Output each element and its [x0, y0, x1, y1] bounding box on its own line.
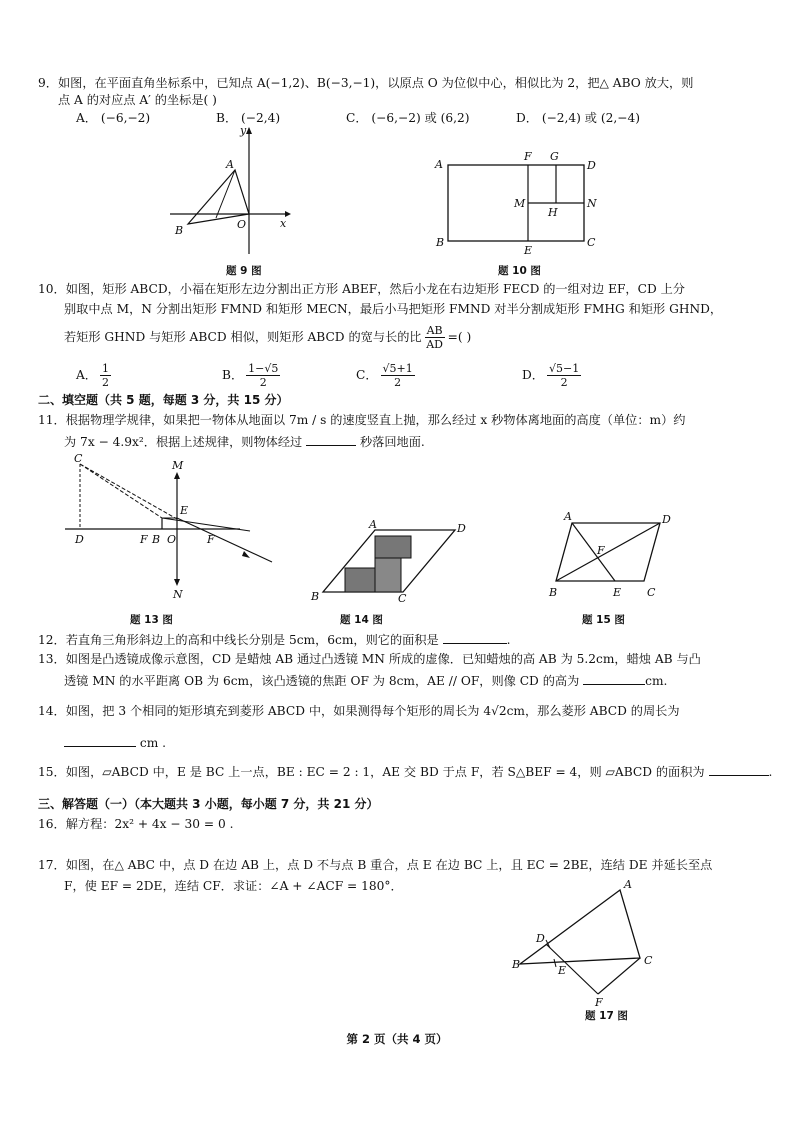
q9-line1: 9．如图，在平面直角坐标系中，已知点 A(−1,2)、B(−3,−1)，以原点 O 为位似中心，相似比为 2，把△ ABO 放大，则: [38, 76, 694, 90]
q13-line1: 13．如图是凸透镜成像示意图，CD 是蜡烛 AB 通过凸透镜 MN 所成的虚像．已知蜡烛的高 AB 为 5.2cm，蜡烛 AB 与凸: [38, 652, 701, 666]
segment-cf: [598, 958, 640, 994]
label-b: B: [549, 586, 558, 599]
q9-line2: 点 A 的对应点 A′ 的坐标是( ): [58, 93, 217, 107]
label-f: F: [524, 150, 532, 163]
q10-option-c: C． $\frac{√5+1}{2}$: [356, 362, 413, 389]
q10-line3: [64, 324, 471, 351]
label-n: N: [587, 197, 597, 210]
answer-blank: [709, 764, 769, 776]
segment-df: [546, 944, 598, 994]
q9-option-d: D． (−2,4) 或 (2,−4): [516, 111, 640, 125]
label-d: D: [662, 513, 671, 526]
figure-15-caption: 题 15 图: [582, 614, 625, 626]
section-2-title: 二、填空题（共 5 题，每题 3 分，共 15 分）: [38, 393, 289, 407]
label-b: B: [512, 958, 521, 971]
label-c: C: [587, 236, 596, 249]
label-b: B: [152, 533, 161, 546]
label-g: G: [550, 150, 559, 163]
dashed-ray-2: [80, 464, 162, 518]
label-b: B: [175, 224, 184, 237]
label-m: M: [172, 459, 184, 472]
label-h: H: [548, 206, 558, 219]
q11-line1: 11．根据物理学规律，如果把一物体从地面以 7m / s 的速度竖直上抛，那么经过 x 秒物体离地面的高度（单位：m）约: [38, 413, 686, 427]
answer-blank: [583, 673, 645, 685]
label-d: D: [75, 533, 84, 546]
label-d: D: [457, 522, 466, 535]
label-a: A: [369, 518, 377, 531]
q11-line2: 为 7x − 4.9x²．根据上述规律，则物体经过 秒落回地面.: [64, 435, 425, 449]
label-c: C: [398, 592, 407, 605]
triangle-abc: [520, 890, 640, 964]
q10-option-d: D． $\frac{√5-1}{2}$: [522, 362, 580, 389]
page-footer: 第 2 页（共 4 页）: [346, 1032, 448, 1046]
label-e: E: [524, 244, 533, 257]
label-d: D: [587, 159, 596, 172]
label-o: O: [167, 533, 177, 546]
label-b: B: [311, 590, 320, 603]
figure-14: [305, 520, 480, 606]
figure-9: [160, 122, 300, 262]
label-c: C: [647, 586, 656, 599]
figure-9-caption: 题 9 图: [226, 265, 262, 277]
label-c: C: [74, 452, 83, 465]
refracted-ray: [177, 518, 272, 562]
q10-line3-tail: =( ): [447, 330, 472, 344]
rectangle-2: [375, 558, 401, 592]
q10-line3-text: 若矩形 GHND 与矩形 ABCD 相似，则矩形 ABCD 的宽与长的比: [64, 330, 422, 344]
q10-ratio-fraction: $\frac{AB}{AD}$: [426, 324, 443, 351]
q9-option-a: A． (−6,−2): [76, 111, 151, 125]
label-d: D: [536, 932, 545, 945]
dashed-ray-1: [80, 464, 177, 519]
q15-text: 15．如图，▱ABCD 中，E 是 BC 上一点，BE : EC = 2 : 1，AE 交 BD 于点 F，若 S△BEF = 4，则 ▱ABCD 的面积为 .: [38, 765, 773, 779]
answer-blank: [64, 735, 136, 747]
label-a: A: [624, 878, 632, 891]
q9-option-b: B． (−2,4): [216, 111, 281, 125]
segment-a-b: [216, 170, 235, 218]
label-f: F: [597, 544, 605, 557]
q14-line1: 14．如图，把 3 个相同的矩形填充到菱形 ABCD 中，如果测得每个矩形的周长为 4√2cm，那么菱形 ABCD 的周长为: [38, 704, 680, 718]
label-f-left: F: [140, 533, 148, 546]
figure-10: [430, 148, 610, 260]
rectangle-3: [345, 568, 375, 592]
q17-line1: 17．如图，在△ ABC 中，点 D 在边 AB 上，点 D 不与点 B 重合，点 E 在边 BC 上，且 EC = 2BE，连结 DE 并延长至点: [38, 858, 713, 872]
rectangle-1: [375, 536, 411, 558]
figure-10-caption: 题 10 图: [498, 265, 541, 277]
label-e: E: [558, 964, 567, 977]
section-3-title: 三、解答题（一）（本大题共 3 小题，每小题 7 分，共 21 分）: [38, 797, 379, 811]
label-e: E: [180, 504, 189, 517]
q13-line2: 透镜 MN 的水平距离 OB 为 6cm，该凸透镜的焦距 OF 为 8cm，AE // OF，则像 CD 的高为 cm.: [64, 674, 668, 688]
q10-line1: 10．如图，矩形 ABCD，小福在矩形左边分割出正方形 ABEF，然后小龙在右边矩形 FECD 的一组对边 EF，CD 上分: [38, 282, 685, 296]
label-a: A: [564, 510, 572, 523]
answer-blank: [306, 434, 356, 446]
q12-text: 12．若直角三角形斜边上的高和中线长分别是 5cm，6cm，则它的面积是 .: [38, 633, 511, 647]
figure-17-caption: 题 17 图: [585, 1010, 628, 1022]
label-n: N: [173, 588, 183, 601]
q10-option-a: A． $\frac{1}{2}$: [76, 362, 109, 389]
q16-text: 16．解方程：2x² + 4x − 30 = 0 .: [38, 817, 234, 831]
figure-15: [540, 506, 685, 604]
triangle-abo: [188, 170, 249, 224]
label-f: F: [595, 996, 603, 1009]
label-f-right: F: [207, 533, 215, 546]
q10-option-b: B． $\frac{1-√5}{2}$: [222, 362, 279, 389]
label-m: M: [514, 197, 526, 210]
figure-17: [510, 876, 670, 1009]
q14-line2: cm .: [64, 735, 166, 751]
q17-line2: F，使 EF = 2DE，连结 CF．求证：∠A + ∠ACF = 180°．: [64, 879, 403, 893]
label-c: C: [644, 954, 653, 967]
figure-13-caption: 题 13 图: [130, 614, 173, 626]
answer-blank: [443, 632, 507, 644]
q10-line2: 别取中点 M，N 分割出矩形 FMND 和矩形 MECN，最后小马把矩形 FMND 对半分割成矩形 FMHG 和矩形 GHND，: [64, 302, 723, 316]
q9-option-c: C． (−6,−2) 或 (6,2): [346, 111, 470, 125]
figure-13: [60, 452, 290, 602]
label-o: O: [237, 218, 247, 231]
label-e: E: [613, 586, 622, 599]
label-y: y: [240, 124, 247, 137]
figure-14-caption: 题 14 图: [340, 614, 383, 626]
label-b: B: [436, 236, 445, 249]
label-x: x: [280, 217, 287, 230]
label-a: A: [226, 158, 234, 171]
label-a: A: [435, 158, 443, 171]
